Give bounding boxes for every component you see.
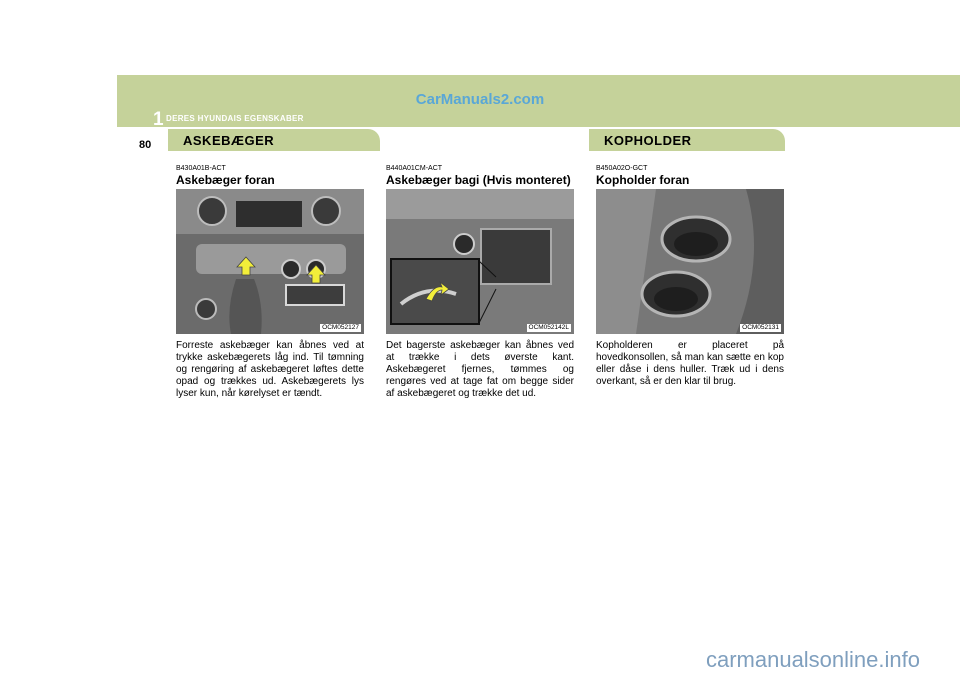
cupholder-photo	[596, 189, 784, 334]
section-code: B430A01B-ACT	[176, 165, 226, 172]
section-heading: Kopholder foran	[596, 173, 690, 187]
column-front-ashtray	[176, 165, 364, 400]
section-tab-label: ASKEBÆGER	[183, 133, 275, 148]
section-heading: Askebæger bagi (Hvis monteret)	[386, 173, 571, 187]
footer-watermark[interactable]: carmanualsonline.info	[705, 647, 920, 672]
section-body: Forreste askebæger kan åbnes ved at trykke askebægerets låg ind. Til tømning og rengøring af askebægeret løftes dette opad og trækkes ud. Askebægerets lys lyser kun, når kørelyset er tændt.	[176, 340, 364, 399]
section-body: Det bagerste askebæger kan åbnes ved at trække i dets øverste kant. Askebægeret fjernes, tømmes og rengøres ved at tage fat om begge sider af askebægeret og trække det ud.	[386, 340, 574, 399]
site-link[interactable]: CarManuals2.com	[415, 91, 545, 108]
section-code: B440A01CM-ACT	[386, 165, 443, 172]
rear-ashtray-photo	[386, 189, 574, 334]
photo-label: OCM052142L	[528, 324, 569, 331]
section-tab-askebaeger	[168, 129, 380, 151]
column-rear-ashtray	[386, 165, 574, 400]
page-number: 80	[139, 139, 152, 151]
section-heading: Askebæger foran	[176, 173, 275, 187]
section-body: Kopholderen er placeret på hovedkonsollen, så man kan sætte en kop eller dåse i dens huller. Træk ud i dens overkant, så er den klar til brug.	[596, 340, 784, 387]
chapter-number: 1	[153, 109, 164, 130]
photo-label: OCM052131	[742, 324, 779, 331]
front-ashtray-photo	[176, 189, 364, 334]
section-tab-label: KOPHOLDER	[604, 133, 692, 148]
chapter-title: DERES HYUNDAIS EGENSKABER	[166, 114, 304, 123]
section-tab-kopholder	[589, 129, 785, 151]
column-cupholder	[596, 165, 784, 388]
section-code: B450A02O-GCT	[596, 165, 648, 172]
photo-label: OCM052127	[322, 324, 359, 331]
